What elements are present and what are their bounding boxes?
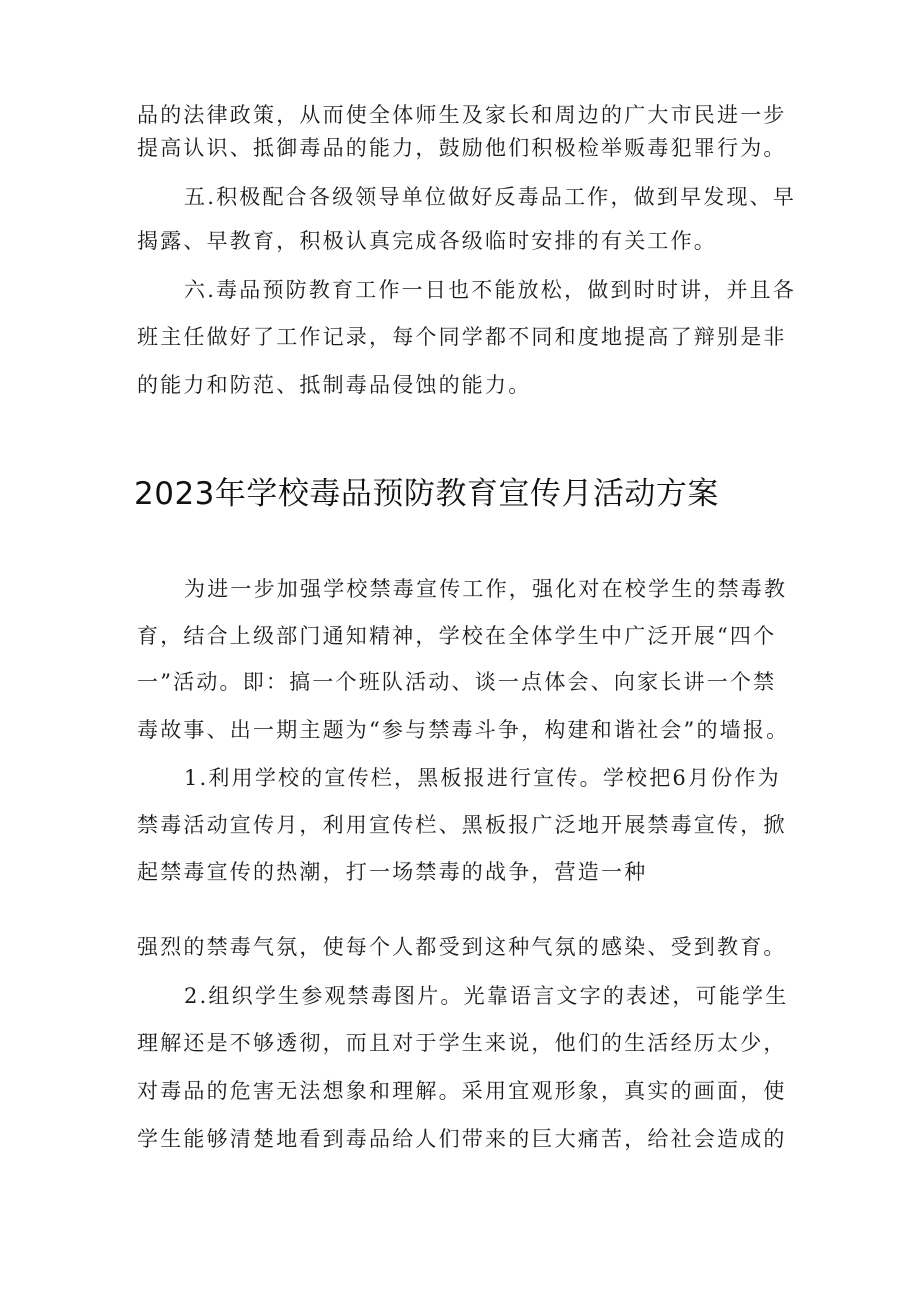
text-line: 育，结合上级部门通知精神，学校在全体学生中广泛开展“四个 [137, 624, 777, 648]
text-line: 起禁毒宣传的热潮，打一场禁毒的战争，营造一种 [137, 860, 648, 884]
text-line: 理解还是不够透彻，而且对于学生来说，他们的生活经历太少， [137, 1031, 787, 1055]
text-line: 六.毒品预防教育工作一日也不能放松，做到时时讲，并且各 [184, 278, 797, 302]
text-line: 班主任做好了工作记录，每个同学都不同和度地提高了辩别是非 [137, 325, 787, 349]
text-line: 一”活动。即：搞一个班队活动、谈一点体会、向家长讲一个禁 [137, 670, 777, 694]
text-line: 为进一步加强学校禁毒宣传工作，强化对在校学生的禁毒教 [184, 577, 788, 601]
text-line: 禁毒活动宣传月，利用宣传栏、黑板报广泛地开展禁毒宣传，掀 [137, 813, 787, 837]
text-line: 学生能够清楚地看到毒品给人们带来的巨大痛苦，给社会造成的 [137, 1127, 787, 1151]
section-title: 2023年学校毒品预防教育宣传月活动方案 [134, 476, 719, 512]
text-line: 品的法律政策，从而使全体师生及家长和周边的广大市民进一步 [137, 103, 787, 127]
text-line: 1.利用学校的宣传栏，黑板报进行宣传。学校把6月份作为 [184, 766, 781, 790]
text-line: 强烈的禁毒气氛，使每个人都受到这种气氛的感染、受到教育。 [137, 935, 787, 959]
text-line: 2.组织学生参观禁毒图片。光靠语言文字的表述，可能学生 [184, 984, 789, 1008]
text-line: 揭露、早教育，积极认真完成各级临时安排的有关工作。 [137, 229, 717, 253]
text-line: 五.积极配合各级领导单位做好反毒品工作，做到早发现、早 [184, 185, 797, 209]
text-line: 对毒品的危害无法想象和理解。采用宜观形象，真实的画面，使 [137, 1079, 787, 1103]
text-line: 的能力和防范、抵制毒品侵蚀的能力。 [137, 373, 532, 397]
text-line: 提高认识、抵御毒品的能力，鼓励他们积极检举贩毒犯罪行为。 [137, 136, 787, 160]
text-line: 毒故事、出一期主题为“参与禁毒斗争，构建和谐社会”的墙报。 [137, 718, 790, 742]
